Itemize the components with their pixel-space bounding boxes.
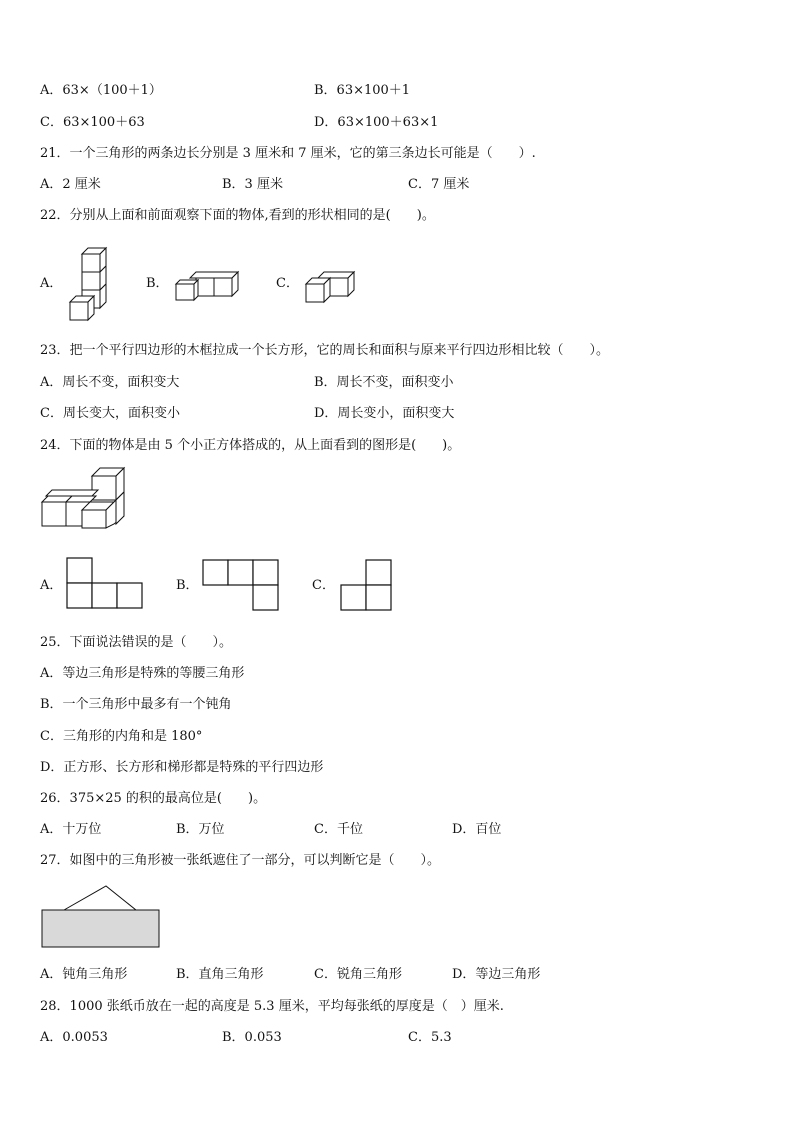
q22-label-b[interactable]: B． [146,276,169,291]
q22-figure-b [174,270,244,302]
q23-option-c[interactable]: C．周长变大，面积变小 [40,406,180,421]
cover-paper [42,910,159,947]
q23-option-a[interactable]: A．周长不变，面积变大 [40,375,180,390]
q26-option-a[interactable]: A．十万位 [40,822,102,837]
q27-option-a[interactable]: A．钝角三角形 [40,967,128,982]
q24-label-b[interactable]: B． [176,578,199,593]
q23-option-d[interactable]: D．周长变小，面积变大 [314,406,455,421]
q27-option-d[interactable]: D．等边三角形 [452,967,541,982]
q28-option-b[interactable]: B．0.053 [222,1030,282,1045]
q25-option-d[interactable]: D．正方形、长方形和梯形都是特殊的平行四边形 [40,760,324,775]
q25-option-a[interactable]: A．等边三角形是特殊的等腰三角形 [40,666,245,681]
q24-object-figure [40,466,134,530]
q20-option-c[interactable]: C．63×100＋63 [40,115,145,130]
q25-option-c[interactable]: C．三角形的内角和是 180° [40,729,203,744]
q21-option-c[interactable]: C．7 厘米 [408,177,470,192]
q20-option-d[interactable]: D．63×100＋63×1 [314,115,439,130]
q22-figure-a [68,246,118,324]
q21-option-b[interactable]: B．3 厘米 [222,177,283,192]
q25-stem: 25．下面说法错误的是（ ）。 [40,635,233,650]
q22-figure-c [304,270,360,304]
q26-stem: 26．375×25 的积的最高位是( )。 [40,791,267,806]
q24-option-b-grid [202,559,280,611]
q28-stem: 28．1000 张纸币放在一起的高度是 5.3 厘米，平均每张纸的厚度是（ ）厘米. [40,999,504,1014]
q25-option-b[interactable]: B．一个三角形中最多有一个钝角 [40,697,232,712]
q20-option-a[interactable]: A．63×（100＋1） [40,83,162,98]
q22-label-a[interactable]: A． [40,276,63,291]
q27-option-c[interactable]: C．锐角三角形 [314,967,402,982]
q28-option-c[interactable]: C．5.3 [408,1030,452,1045]
q21-option-a[interactable]: A．2 厘米 [40,177,101,192]
q23-option-b[interactable]: B．周长不变，面积变小 [314,375,454,390]
q26-option-b[interactable]: B．万位 [176,822,225,837]
q28-option-a[interactable]: A．0.0053 [40,1030,108,1045]
q26-option-c[interactable]: C．千位 [314,822,363,837]
q27-option-b[interactable]: B．直角三角形 [176,967,264,982]
q24-label-c[interactable]: C． [312,578,335,593]
q22-label-c[interactable]: C． [276,276,299,291]
q23-stem: 23．把一个平行四边形的木框拉成一个长方形，它的周长和面积与原来平行四边形相比较（ ）。 [40,343,610,358]
q20-option-b[interactable]: B．63×100＋1 [314,83,411,98]
q24-option-a-grid [66,557,144,609]
q24-label-a[interactable]: A． [40,578,63,593]
q24-option-c-grid [340,559,394,611]
q21-stem: 21．一个三角形的两条边长分别是 3 厘米和 7 厘米，它的第三条边长可能是（ ）. [40,146,536,161]
q22-stem: 22．分别从上面和前面观察下面的物体,看到的形状相同的是( )。 [40,208,435,223]
q27-covered-triangle-figure [40,884,162,950]
q26-option-d[interactable]: D．百位 [452,822,502,837]
q27-stem: 27．如图中的三角形被一张纸遮住了一部分，可以判断它是（ ）。 [40,853,441,868]
q24-stem: 24．下面的物体是由 5 个小正方体搭成的，从上面看到的图形是( )。 [40,438,461,453]
